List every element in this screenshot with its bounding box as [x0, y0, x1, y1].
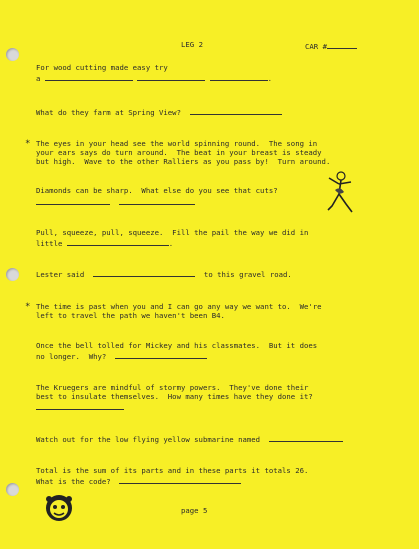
page-number: page 5	[181, 506, 208, 515]
question-9-answer-line	[36, 401, 124, 413]
question-3-marker: *	[25, 139, 31, 149]
punch-hole-middle	[6, 268, 19, 281]
question-2-text: What do they farm at Spring View?	[36, 106, 282, 118]
answer-9-field[interactable]	[36, 401, 124, 410]
answer-4a-field[interactable]	[36, 196, 110, 205]
question-7-line-1: The time is past when you and I can go any way we want to. We're	[36, 302, 322, 311]
answer-10-field[interactable]	[269, 433, 343, 442]
answer-8-field[interactable]	[115, 350, 207, 359]
question-4-text: Diamonds can be sharp. What else do you see that cuts?	[36, 186, 278, 195]
leg-title: LEG 2	[181, 40, 203, 49]
question-7-line-2: left to travel the path we haven't been B4.	[36, 311, 225, 320]
dancing-figure-icon	[326, 170, 354, 216]
answer-6-field[interactable]	[93, 268, 195, 277]
answer-2-field[interactable]	[190, 106, 282, 115]
question-9-line-2: best to insulate themselves. How many times have they done it?	[36, 392, 313, 401]
question-3-line-3: but high. Wave to the other Ralliers as you pass by! Turn around.	[36, 157, 331, 166]
question-11-line-2: What is the code?	[36, 475, 241, 487]
question-4-answer-line	[36, 196, 195, 208]
question-1-text: For wood cutting made easy try	[36, 63, 168, 72]
cartoon-face-logo	[44, 493, 74, 523]
answer-1a-field[interactable]	[45, 72, 133, 81]
question-3-line-2: your ears says do turn around. The beat in your breast is steady	[36, 148, 322, 157]
question-1-answer-line: a .	[36, 74, 273, 83]
answer-1c-field[interactable]	[210, 72, 268, 81]
question-9-line-1: The Kruegers are mindful of stormy powers. They've done their	[36, 383, 309, 392]
punch-hole-bottom	[6, 483, 19, 496]
answer-5-field[interactable]	[67, 237, 169, 246]
punch-hole-top	[6, 48, 19, 61]
question-8-line-1: Once the bell tolled for Mickey and his classmates. But it does	[36, 341, 318, 350]
question-6-text: Lester said to this gravel road.	[36, 270, 292, 279]
answer-11-field[interactable]	[119, 475, 241, 484]
question-7-marker: *	[25, 302, 31, 312]
question-5-answer-line: little .	[36, 239, 174, 248]
car-number-label: CAR #	[305, 40, 357, 52]
question-3-line-1: The eyes in your head see the world spinning round. The song in	[36, 139, 318, 148]
question-5-text: Pull, squeeze, pull, squeeze. Fill the pail the way we did in	[36, 228, 309, 237]
question-8-line-2: no longer. Why?	[36, 350, 207, 362]
question-10-text: Watch out for the low flying yellow submarine named	[36, 433, 343, 445]
question-11-line-1: Total is the sum of its parts and in these parts it totals 26.	[36, 466, 309, 475]
car-number-field[interactable]	[327, 40, 357, 49]
answer-1b-field[interactable]	[137, 72, 205, 81]
answer-4b-field[interactable]	[119, 196, 195, 205]
